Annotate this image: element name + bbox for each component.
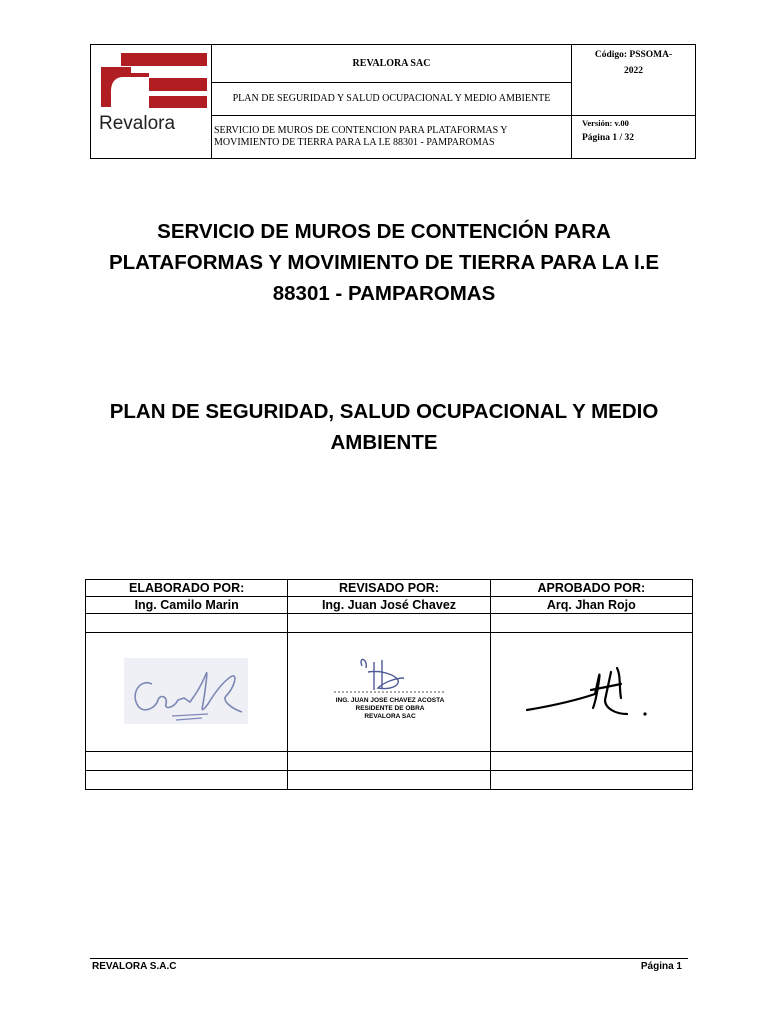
blank-cell: [86, 752, 288, 771]
footer-divider: [90, 958, 688, 959]
column-header: ELABORADO POR:: [86, 580, 288, 597]
signature-cell: [490, 633, 692, 752]
plan-heading-line: AMBIENTE: [330, 431, 438, 454]
stamp-line: ING. JUAN JOSE CHAVEZ ACOSTA: [335, 696, 445, 704]
signer-name: Arq. Jhan Rojo: [490, 597, 692, 614]
blank-cell: [86, 614, 288, 633]
footer-page: Página 1: [640, 961, 682, 972]
column-header: APROBADO POR:: [490, 580, 692, 597]
blank-cell: [288, 614, 490, 633]
column-header: REVISADO POR:: [288, 580, 490, 597]
signature-cell: [86, 633, 288, 752]
plan-heading-line: PLAN DE SEGURIDAD, SALUD OCUPACIONAL Y MEDIO: [109, 400, 659, 423]
svg-text:Revalora: Revalora: [99, 113, 176, 134]
signer-name: Ing. Juan José Chavez: [288, 597, 490, 614]
stamp-line: REVALORA SAC: [364, 712, 416, 720]
footer-company: REVALORA S.A.C: [92, 961, 177, 972]
company-cell: [212, 45, 572, 83]
logo-cell: [91, 45, 212, 159]
revalora-logo: [91, 45, 211, 153]
version-cell: [572, 115, 696, 158]
blank-cell: [288, 752, 490, 771]
company-name: REVALORA SAC: [352, 57, 431, 69]
document-header: [90, 44, 696, 159]
main-title-line: SERVICIO DE MUROS DE CONTENCIÓN PARA: [157, 220, 611, 243]
version-text: Versión: v.00: [582, 117, 629, 128]
stamp-line: RESIDENTE DE OBRA: [355, 704, 425, 712]
main-title-line: 88301 - PAMPAROMAS: [272, 282, 496, 305]
blank-cell: [86, 771, 288, 790]
signature-elaborado: [122, 654, 252, 728]
signature-revisado: [324, 652, 454, 730]
blank-cell: [490, 771, 692, 790]
blank-cell: [490, 752, 692, 771]
signature-aprobado: [521, 654, 661, 728]
approval-table: [85, 579, 693, 790]
blank-cell: [288, 771, 490, 790]
plan-title-cell: [212, 83, 572, 116]
page-count: Página 1 / 32: [582, 132, 634, 143]
main-title: [60, 216, 708, 309]
main-title-line: PLATAFORMAS Y MOVIMIENTO DE TIERRA PARA LA I.E: [108, 251, 660, 274]
code-cell: [572, 45, 696, 116]
plan-title: PLAN DE SEGURIDAD Y SALUD OCUPACIONAL Y MEDIO AMBIENTE: [232, 92, 551, 104]
blank-cell: [490, 614, 692, 633]
signer-name: Ing. Camilo Marin: [86, 597, 288, 614]
document-code: Código: PSSOMA-2022: [594, 50, 673, 76]
signature-cell: [288, 633, 490, 752]
plan-heading: [60, 396, 708, 458]
service-title: SERVICIO DE MUROS DE CONTENCION PARA PLATAFORMAS Y MOVIMIENTO DE TIERRA PARA LA I.E 88301 - PAMPAROMAS: [214, 124, 508, 148]
service-title-cell: [212, 115, 572, 158]
